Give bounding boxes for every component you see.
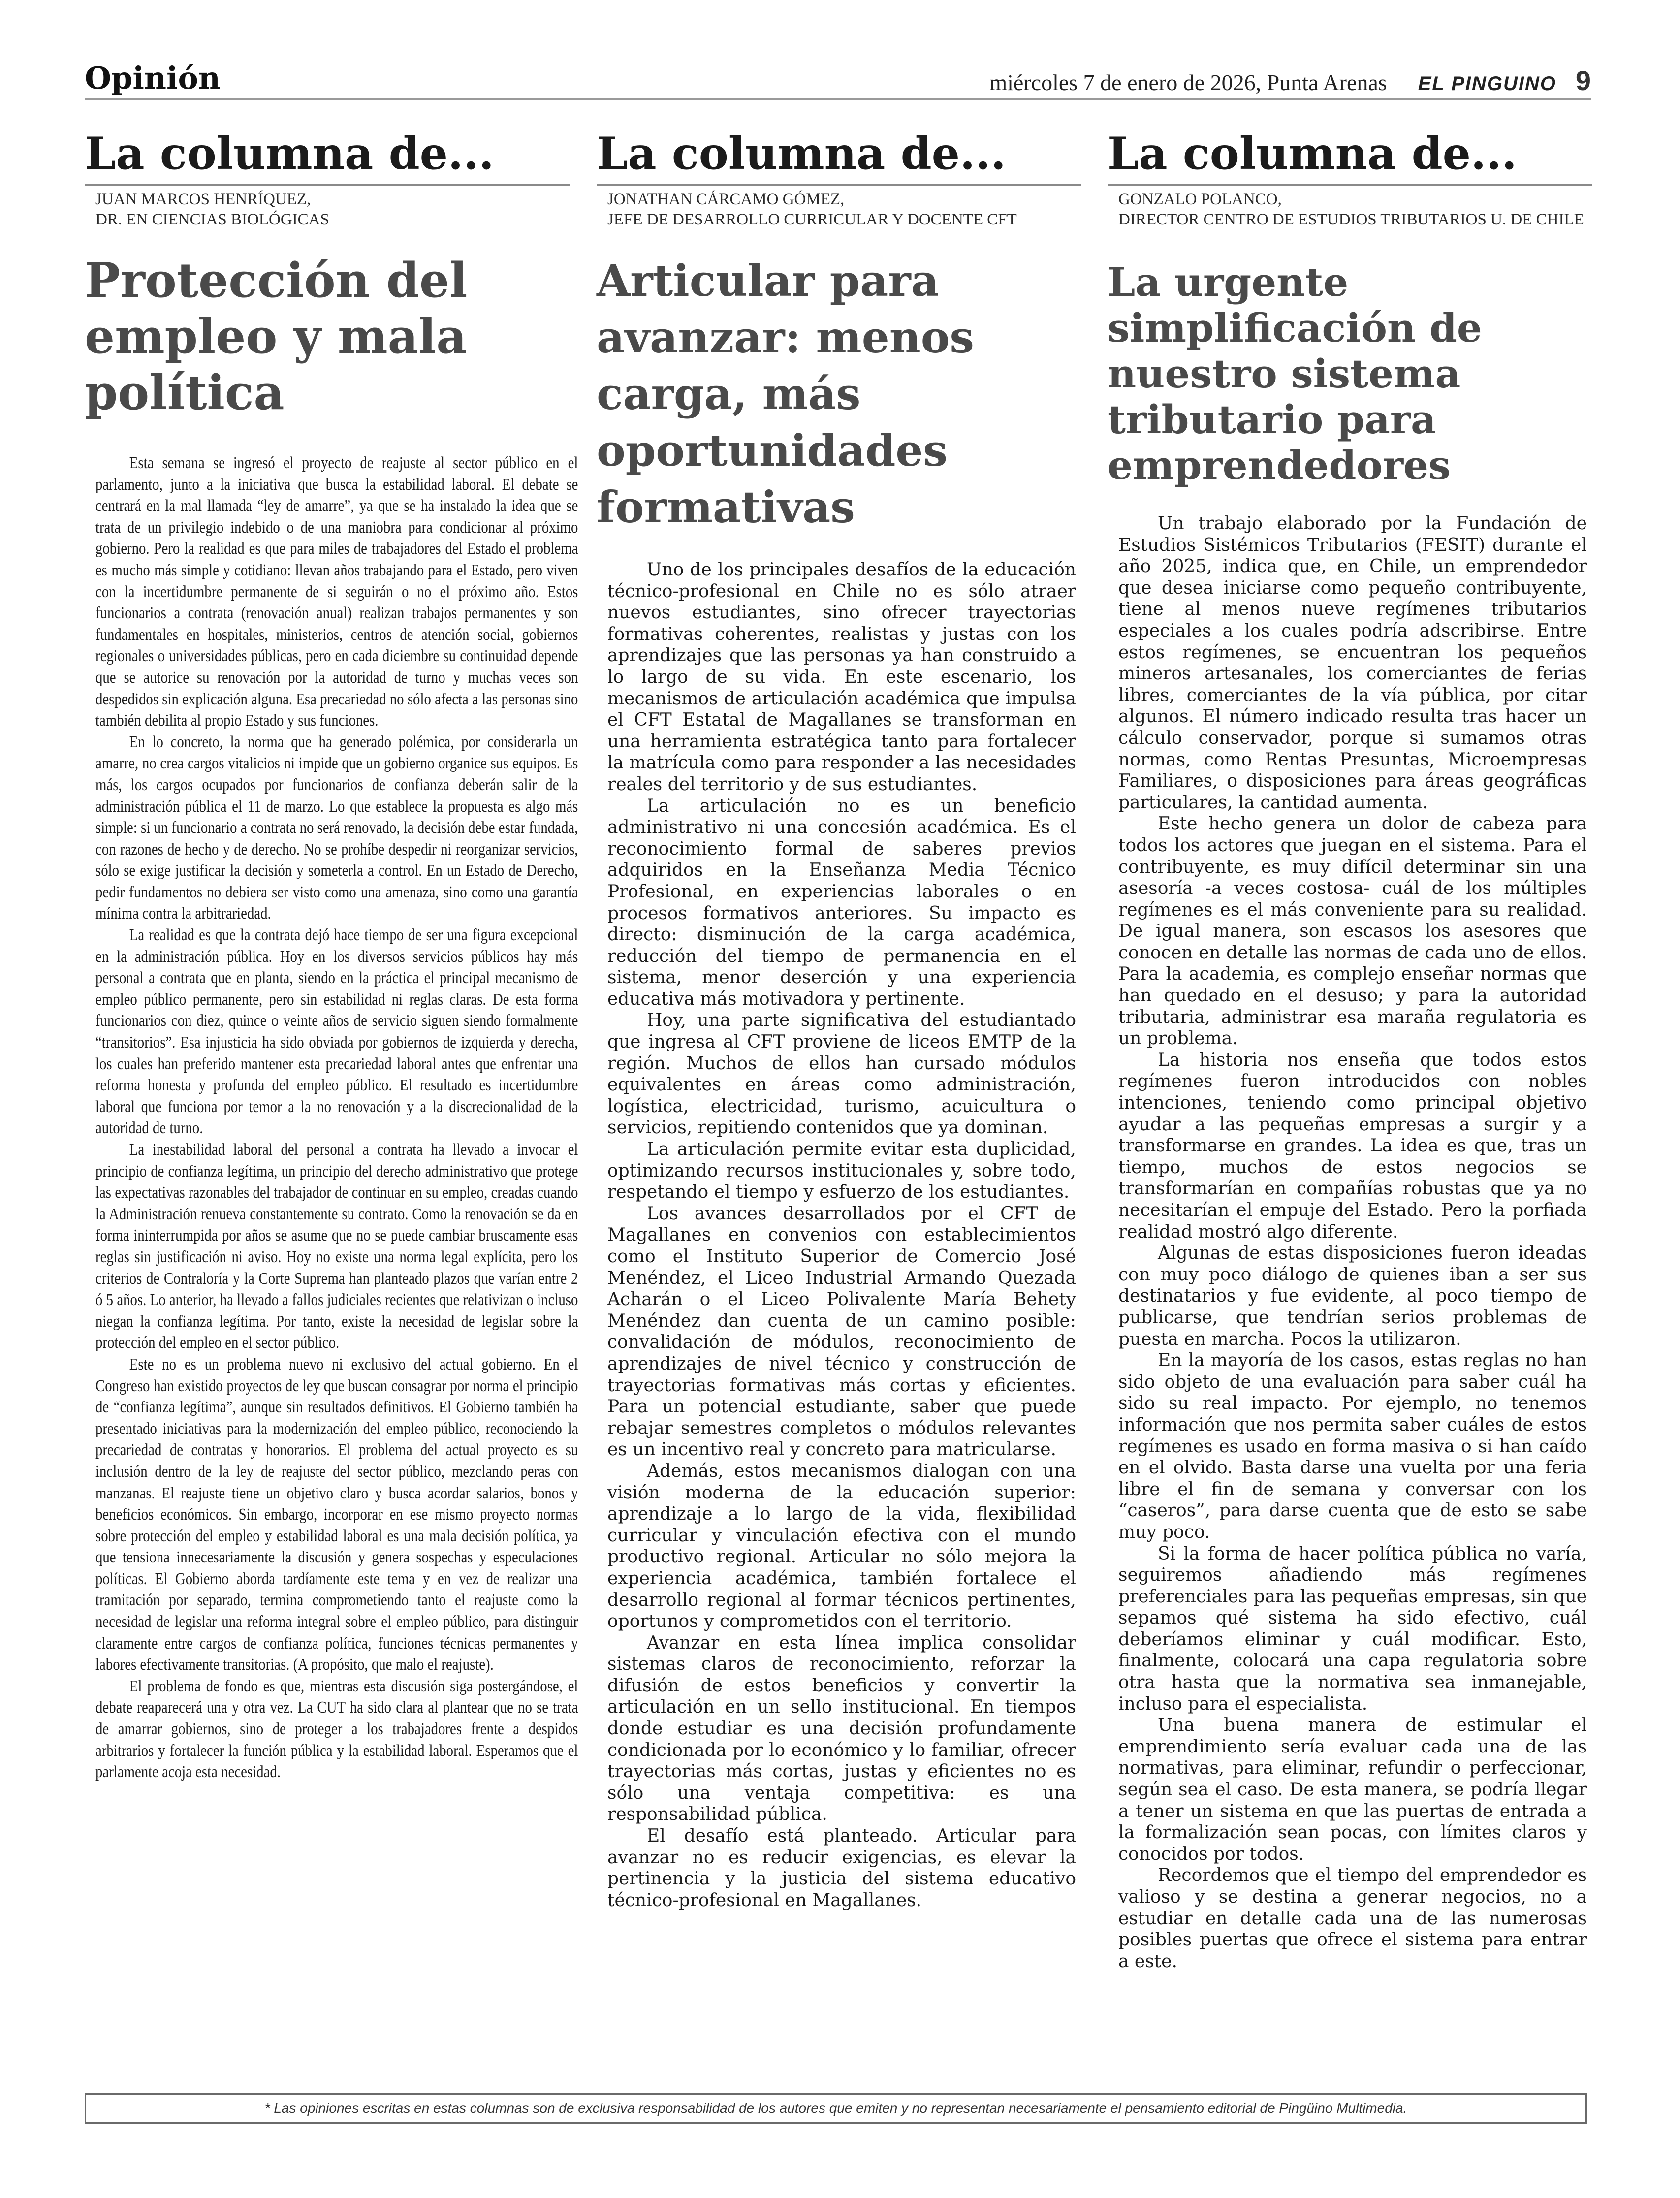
kicker-divider [1108,184,1592,186]
article-body [1118,513,1587,1972]
newspaper-logo: EL PINGUINO [1418,73,1556,95]
paragraph: Los avances desarrollados por el CFT de Magallanes en convenios con establecimientos como el Instituto Superior de Comercio José Menéndez, el Liceo Industrial Armando Quezada Acharán o el Liceo Polivalente María Behety Menéndez dan cuenta de un camino posible: convalidación de módulos, reconocimiento de aprendizajes de nivel técnico y construcción de trayectorias formativas más cortas y eficientes. Para un potencial estudiante, saber que puede rebajar semestres completos o módulos relevantes es un incentivo real y concreto para matricularse. [607,1203,1076,1460]
dateline [989,70,1556,96]
author-role: DIRECTOR CENTRO DE ESTUDIOS TRIBUTARIOS U. DE CHILE [1118,211,1584,228]
paragraph: Un trabajo elaborado por la Fundación de Estudios Sistémicos Tributarios (FESIT) durante el año 2025, indica que, en Chile, un emprendedor que desea iniciarse como pequeño contribuyente, tiene al menos nueve regímenes tributarios especiales a los cuales podría adscribirse. Entre estos regímenes, se encuentran los pequeños mineros artesanales, los comerciantes de ferias libres, comerciantes de la vía pública, por citar algunos. El número indicado resulta tras hacer un cálculo conservador, porque si sumamos otras normas, como Rentas Presuntas, Microempresas Familiares, o disposiciones para áreas geográficas particulares, la cantidad aumenta. [1118,513,1587,813]
page-header [85,58,1591,100]
paragraph: El desafío está planteado. Articular para avanzar no es reducir exigencias, es elevar la pertinencia y la justicia del sistema educativo técnico-profesional en Magallanes. [607,1826,1076,1911]
page-number: 9 [1575,65,1591,96]
article-body [607,559,1076,1911]
dateline-text: miércoles 7 de enero de 2026, Punta Arenas [989,70,1387,95]
paragraph: La historia nos enseña que todos estos regímenes fueron introducidos con nobles intenciones, teniendo como principal objetivo ayudar a las pequeñas empresas a surgir y a transformarse en grandes. La idea es que, tras un tiempo, muchos de estos negocios se transformarían en compañías robustas que ya no necesitarían el empuje del Estado. Pero la porfiada realidad mostró algo diferente. [1118,1050,1587,1242]
paragraph: Avanzar en esta línea implica consolidar sistemas claros de reconocimiento, reforzar la difusión de estos beneficios y convertir la articulación en un sello institucional. En tiempos donde estudiar es una decisión profundamente condicionada por lo económico y lo familiar, ofrecer trayectorias más cortas, justas y eficientes no es sólo una ventaja competitiva: es una responsabilidad pública. [607,1632,1076,1825]
paragraph: Una buena manera de estimular el emprendimiento sería evaluar cada una de las normativas, para eliminar, refundir o perfeccionar, según sea el caso. De esta manera, se podría llegar a tener un sistema en que las puertas de entrada a la formalización sean pocas, con límites claros y conocidos por todos. [1118,1715,1587,1864]
opinion-column-1 [85,127,578,1783]
paragraph: Algunas de estas disposiciones fueron ideadas con muy poco diálogo de quienes iban a ser sus destinatarios y fue evidente, al poco tiempo de publicarse, que tendrían serios problemas de puesta en marcha. Pocos la utilizaron. [1118,1243,1587,1349]
paragraph: Uno de los principales desafíos de la educación técnico-profesional en Chile no es sólo atraer nuevos estudiantes, sino ofrecer trayectorias formativas coherentes, realistas y justas con los aprendizajes que las personas ya han construido a lo largo de su vida. En este escenario, los mecanismos de articulación académica que impulsa el CFT Estatal de Magallanes se transforman en una herramienta estratégica tanto para fortalecer la matrícula como para responder a las necesidades reales del territorio y de sus estudiantes. [607,560,1076,795]
kicker-divider [85,184,570,186]
column-kicker: La columna de... [597,127,1006,180]
article-title: Protección del empleo y mala política [85,253,468,420]
opinion-column-2 [597,129,1081,1911]
kicker-divider [597,184,1081,186]
paragraph: Esta semana se ingresó el proyecto de reajuste al sector público en el parlamento, junto a la iniciativa que busca la estabilidad laboral. El debate se centrará en la mal llamada “ley de amarre”, ya que se ha instalado la idea que se trata de un privilegio indebido o de una maniobra para condicionar al próximo gobierno. Pero la realidad es que para miles de trabajadores del Estado el problema es mucho más simple y cotidiano: llevan años trabajando para el Estado, pero viven con la incertidumbre permanente de si seguirán o no el próximo año. Estos funcionarios a contrata (renovación anual) realizan trabajos permanentes y son fundamentales en hospitales, ministerios, centros de atención social, gobiernos regionales o universidades públicas, pero en cada diciembre su continuidad depende que se autorice su renovación por la autoridad de turno y muchas veces son despedidos sin explicación alguna. Esa precariedad no sólo afecta a las personas sino también debilita al propio Estado y sus funciones. [95,454,578,730]
paragraph: La articulación no es un beneficio administrativo ni una concesión académica. Es el reconocimiento formal de saberes previos adquiridos en la Enseñanza Media Técnico Profesional, en experiencias laborales o en procesos formativos anteriores. Su impacto es directo: disminución de la carga académica, reducción del tiempo de permanencia en el sistema, menor deserción y una experiencia educativa más motivadora y pertinente. [607,796,1076,1009]
paragraph: Recordemos que el tiempo del emprendedor es valioso y se destina a generar negocios, no a estudiar en detalle cada una de las numerosas posibles puertas que ofrece el sistema para entrar a este. [1118,1865,1587,1972]
paragraph: El problema de fondo es que, mientras esta discusión siga postergándose, el debate reaparecerá una y otra vez. La CUT ha sido clara al plantear que no se trata de amarrar gobiernos, sino de proteger a los trabajadores frente a despidos arbitrarios y fortalecer la función pública y la estabilidad laboral. Esperamos que el parlamente acoja esta necesidad. [95,1677,578,1782]
paragraph: Además, estos mecanismos dialogan con una visión moderna de la educación superior: aprendizaje a lo largo de la vida, flexibilidad curricular y vinculación efectiva con el mundo productivo regional. Articular no sólo mejora la experiencia académica, también fortalece el desarrollo regional al formar técnicos pertinentes, oportunos y comprometidos con el territorio. [607,1461,1076,1632]
column-kicker: La columna de... [1108,127,1517,180]
opinion-column-3 [1108,129,1592,1972]
section-title: Opinión [85,60,221,96]
paragraph: Hoy, una parte significativa del estudiantado que ingresa al CFT proviene de liceos EMTP de la región. Muchos de ellos han cursado módulos equivalentes en áreas como administración, logística, electricidad, turismo, acuicultura o servicios, repitiendo contenidos que ya dominan. [607,1010,1076,1138]
paragraph: En la mayoría de los casos, estas reglas no han sido objeto de una evaluación para saber cuál ha sido su real impacto. Por ejemplo, no tenemos información que nos permita saber cuáles de estos regímenes es usado en forma masiva o si han caído en el olvido. Basta darse una vuelta por una feria libre el fin de semana y conversar con los “caseros”, para darse cuenta que de esto se sabe muy poco. [1118,1350,1587,1542]
author-name: GONZALO POLANCO, [1118,191,1282,208]
author-name: JONATHAN CÁRCAMO GÓMEZ, [607,191,845,208]
author-role: JEFE DE DESARROLLO CURRICULAR Y DOCENTE CFT [607,211,1017,228]
article-title: Articular para avanzar: menos carga, más oportunidades formativas [597,255,974,533]
article-title: La urgente simplificación de nuestro sistema tributario para emprendedores [1108,259,1482,488]
paragraph: Este no es un problema nuevo ni exclusivo del actual gobierno. En el Congreso han existido proyectos de ley que buscan consagrar por norma el principio de “confianza legítima”, aunque sin resultados definitivos. El Gobierno también ha presentado iniciativas para la modernización del empleo público, reconociendo la precariedad de contratas y honorarios. El problema del actual proyecto es su inclusión dentro de la ley de reajuste del sector público, mezclando peras con manzanas. El reajuste tiene un objetivo claro y busca acordar salarios, bonos y beneficios económicos. Sin embargo, incorporar en ese mismo proyecto normas sobre protección del empleo y estabilidad laboral es una mala decisión política, ya que tensiona innecesariamente la discusión y genera sospechas y especulaciones políticas. El Gobierno aborda tardíamente este tema y en vez de realizar una tramitación por separado, termina comprometiendo tanto el reajuste como la necesidad de legislar una reforma integral sobre el empleo público, para distinguir claramente entre cargos de confianza política, funciones técnicas permanentes y labores efectivamente transitorias. (A propósito, que malo el reajuste). [95,1355,578,1674]
paragraph: Este hecho genera un dolor de cabeza para todos los actores que juegan en el sistema. Para el contribuyente, es muy difícil determinar sin una asesoría -a veces costosa- cuál de los múltiples regímenes es el más conveniente para su realidad. De igual manera, son escasos los asesores que conocen en detalle las normas de cada uno de ellos. Para la academia, es complejo enseñar normas que han quedado en el desuso; y para la autoridad tributaria, administrar esa maraña regulatoria es un problema. [1118,814,1587,1049]
paragraph: La articulación permite evitar esta duplicidad, optimizando recursos institucionales y, sobre todo, respetando el tiempo y esfuerzo de los estudiantes. [607,1139,1076,1203]
column-kicker: La columna de... [85,127,494,180]
author-role: DR. EN CIENCIAS BIOLÓGICAS [95,211,329,228]
article-body [95,452,578,1783]
paragraph: La inestabilidad laboral del personal a contrata ha llevado a invocar el principio de confianza legítima, un principio del derecho administrativo que protege las expectativas razonables del trabajador de continuar en su empleo, creadas cuando la Administración renueva constantemente su contrato. Como la renovación se da en forma ininterrumpida por años se asume que no se puede cambiar bruscamente esas reglas sin justificación ni aviso. Hoy no existe una norma legal explícita, pero los criterios de Contraloría y la Corte Suprema han planteado plazos que varían entre 2 ó 5 años. Lo anterior, ha llevado a fallos judiciales recientes que relativizan o incluso niegan la confianza legítima. Por tanto, existe la necesidad de legislar sobre la protección del empleo en el sector público. [95,1141,578,1352]
paragraph: En lo concreto, la norma que ha generado polémica, por considerarla un amarre, no crea cargos vitalicios ni impide que un gobierno organice sus equipos. Es más, los cargos ocupados por funcionarios de confianza deberán salir de la administración pública el 11 de marzo. Lo que establece la propuesta es algo más simple: si un funcionario a contrata no será renovado, la decisión debe estar fundada, con razones de hecho y de derecho. No se prohíbe despedir ni reorganizar servicios, sólo se exige justificar la decisión y someterla a control. En un Estado de Derecho, pedir fundamentos no debiera ser visto como una amenaza, sino como una garantía mínima contra la arbitrariedad. [95,733,578,923]
disclaimer-box: * Las opiniones escritas en estas columnas son de exclusiva responsabilidad de los autores que emiten y no representan necesariamente el pensamiento editorial de Pingüino Multimedia. [85,2093,1587,2124]
paragraph: La realidad es que la contrata dejó hace tiempo de ser una figura excepcional en la administración pública. Hoy en los diversos servicios públicos hay más personal a contrata que en planta, siendo en la práctica el principal mecanismo de empleo público permanente, pero sin estabilidad ni reglas claras. De esta forma funcionarios con diez, quince o veinte años de servicio siguen siendo formalmente “transitorios”. Esa injusticia ha sido obviada por gobiernos de izquierda y derecha, los cuales han preferido mantener esta precariedad laboral antes que enfrentar una reforma honesta y profunda del empleo público. El resultado es incertidumbre laboral que funciona por temor a la no renovación y a la discrecionalidad de la autoridad de turno. [95,926,578,1138]
paragraph: Si la forma de hacer política pública no varía, seguiremos añadiendo más regímenes preferenciales para las pequeñas empresas, sin que sepamos qué sistema ha sido efectivo, cuál deberíamos eliminar y cuál modificar. Esto, finalmente, colocará una capa regulatoria sobre otra hasta que la normativa sea inmanejable, incluso para el especialista. [1118,1543,1587,1714]
author-name: JUAN MARCOS HENRÍQUEZ, [95,191,311,208]
